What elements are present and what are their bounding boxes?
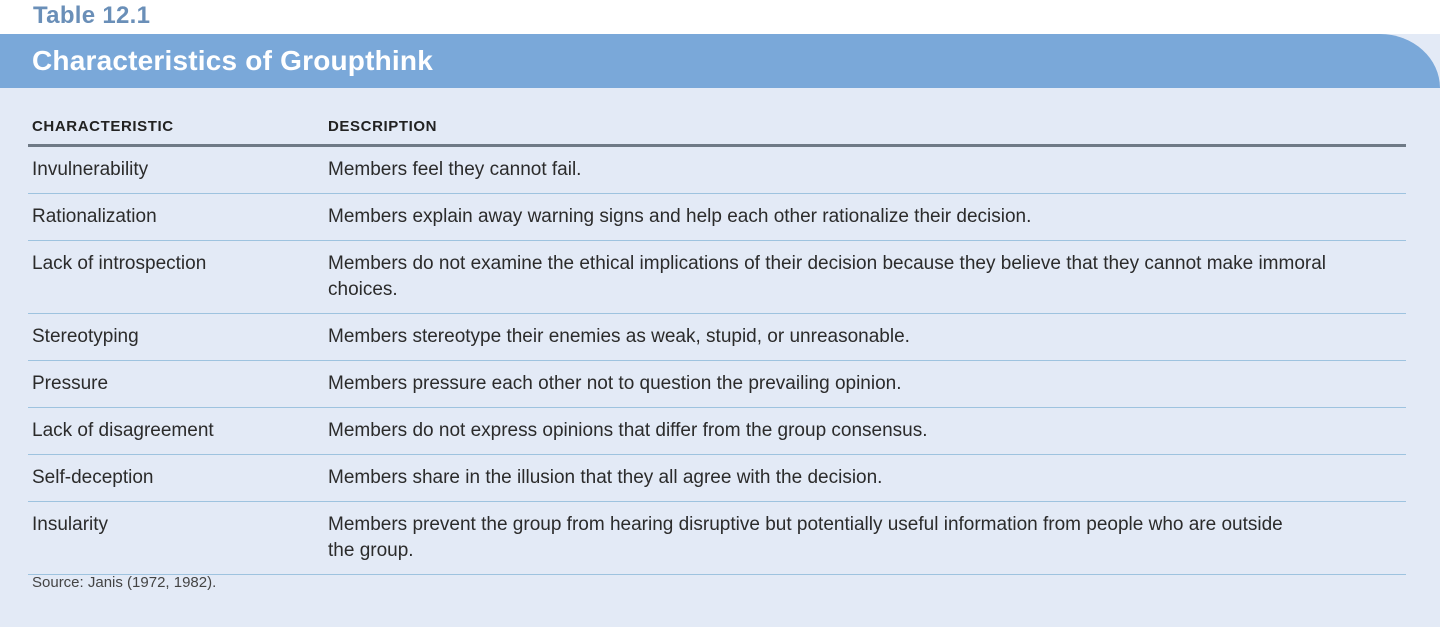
source-note: Source: Janis (1972, 1982). xyxy=(32,574,217,591)
description-cell: Members do not examine the ethical implications of their decision because they believe that they cannot make immoral choices. xyxy=(324,241,1406,314)
description-cell: Members feel they cannot fail. xyxy=(324,146,1406,194)
table-row xyxy=(28,502,1406,575)
groupthink-table xyxy=(28,116,1406,575)
column-header-description: DESCRIPTION xyxy=(324,116,1406,146)
description-cell: Members stereotype their enemies as weak, stupid, or unreasonable. xyxy=(324,314,1406,361)
characteristic-cell: Self-deception xyxy=(28,455,324,502)
title-bar xyxy=(0,34,1440,88)
table-row xyxy=(28,361,1406,408)
table-row xyxy=(28,455,1406,502)
characteristic-cell: Rationalization xyxy=(28,194,324,241)
characteristic-cell: Lack of disagreement xyxy=(28,408,324,455)
characteristic-cell: Lack of introspection xyxy=(28,241,324,314)
description-cell: Members do not express opinions that differ from the group consensus. xyxy=(324,408,1406,455)
column-header-characteristic: CHARACTERISTIC xyxy=(28,116,324,146)
characteristic-cell: Insularity xyxy=(28,502,324,575)
table-row xyxy=(28,314,1406,361)
characteristic-cell: Pressure xyxy=(28,361,324,408)
table-row xyxy=(28,146,1406,194)
description-cell: Members prevent the group from hearing disruptive but potentially useful information from people who are outside the group. xyxy=(324,502,1406,575)
table-row xyxy=(28,194,1406,241)
table-row xyxy=(28,241,1406,314)
table-row xyxy=(28,408,1406,455)
table-number-label: Table 12.1 xyxy=(33,2,151,29)
table-title: Characteristics of Groupthink xyxy=(32,45,433,76)
description-cell: Members pressure each other not to question the prevailing opinion. xyxy=(324,361,1406,408)
characteristic-cell: Invulnerability xyxy=(28,146,324,194)
table-header-row xyxy=(28,116,1406,146)
table-panel xyxy=(0,34,1440,627)
description-cell: Members share in the illusion that they all agree with the decision. xyxy=(324,455,1406,502)
characteristic-cell: Stereotyping xyxy=(28,314,324,361)
description-cell: Members explain away warning signs and help each other rationalize their decision. xyxy=(324,194,1406,241)
